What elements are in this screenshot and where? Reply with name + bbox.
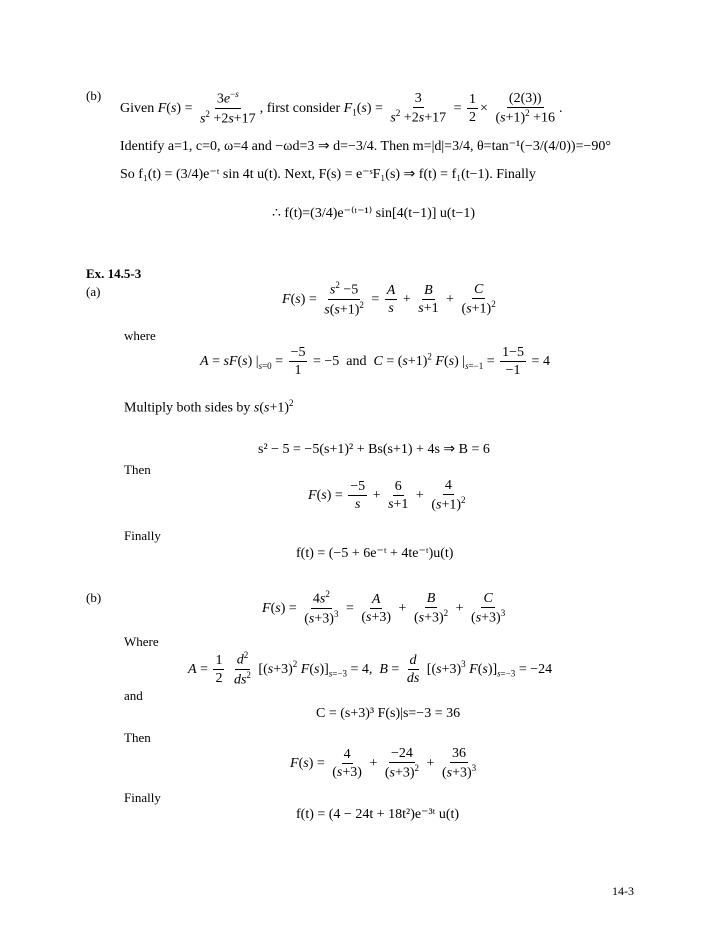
finally-b: Finally [124, 790, 161, 805]
so-line: So f₁(t) = (3/4)e⁻ᵗ sin 4t u(t). Next, F(s) = e⁻ˢF₁(s) ⇒ f(t) = f₁(t−1). Finally [120, 167, 536, 182]
given-equation: Given F(s) = $\frac{3e^{-s}}{s^2 +2s+17}$ , first consider $F_1(s)$ = $\frac{3}{s^2 +2s+17}$ = $\frac{1}{2}$ × $\frac{(2(3))}{(s+1)^2 +16}$ . [120, 89, 563, 127]
first-consider-text: , first consider [259, 100, 341, 116]
result-b1: ∴ f(t)=(3/4)e⁻⁽ᵗ⁻¹⁾ sin[4(t−1)] u(t−1) [272, 206, 476, 221]
final-b: f(t) = (4 − 24t + 18t²)e⁻³ᵗ u(t) [296, 807, 460, 822]
then-a: Then [124, 462, 151, 477]
identify-line: Identify a=1, c=0, ω=4 and −ωd=3 ⇒ d=−3/4. Then m=|d|=3/4, θ=tan⁻¹(−3/(4/0))=−90° [120, 139, 611, 154]
multiply-text: Multiply both sides by [124, 400, 251, 416]
fs-b-result: F(s) = $\frac{4}{(s+3)}$ + $\frac{-24}{(s+3)^2}$ + $\frac{36}{(s+3)^3}$ [290, 746, 477, 782]
and-b: and [124, 688, 143, 703]
part-label-a: (a) [86, 284, 101, 299]
where-b: Where [124, 634, 159, 649]
then-b: Then [124, 730, 151, 745]
page-number: 14-3 [612, 884, 634, 898]
poly-equation: s² − 5 = −5(s+1)² + Bs(s+1) + 4s ⇒ B = 6 [258, 442, 490, 457]
coeff-a-equation: A = sF(s) $|_{s=0}$ = $\frac{-5}{1}$ = −5 and $C = (s+1)^2$ F(s) $|_{s=-1}$ = $\frac{1-5}{-1}$ = 4 [200, 345, 550, 379]
where-a: where [124, 328, 156, 343]
fs-a-result: F(s) = $\frac{-5}{s}$ + $\frac{6}{s+1}$ + $\frac{4}{(s+1)^2}$ [308, 478, 466, 514]
final-a: f(t) = (−5 + 6e⁻ᵗ + 4te⁻ᵗ)u(t) [296, 546, 454, 561]
part-label-b1: (b) [86, 88, 102, 103]
and-word-a: and [346, 354, 367, 370]
finally-a: Finally [124, 528, 161, 543]
pfe-a-equation: F(s) = $\frac{s^2 -5}{s(s+1)^2}$ = $\frac{A}{s}$ + $\frac{B}{s+1}$ + $\frac{C}{(s+1)^2}$ [282, 280, 496, 318]
multiply-line: Multiply both sides by $s(s+1)^2$ [124, 398, 294, 416]
c-equation: C = (s+3)³ F(s)|s=−3 = 36 [316, 706, 461, 721]
given-word: Given [120, 100, 155, 116]
pfe-b-equation: F(s) = $\frac{4s^2}{(s+3)^3}$ = $\frac{A}{(s+3)}$ + $\frac{B}{(s+3)^2}$ + $\frac{C}{(s+3)^3}$ [262, 589, 506, 627]
part-label-b: (b) [86, 590, 102, 605]
coeff-b-equation: A = $\frac{1}{2}$ $\frac{d^2}{ds^2}$ [$(s+3)^2$ $F(s)]_{s=-3} = 4$, B = $\frac{d}{ds}$ [$(s+3)^3$ $F(s)]_{s=-3} = -24$ [188, 650, 553, 688]
example-title: Ex. 14.5-3 [86, 266, 142, 281]
